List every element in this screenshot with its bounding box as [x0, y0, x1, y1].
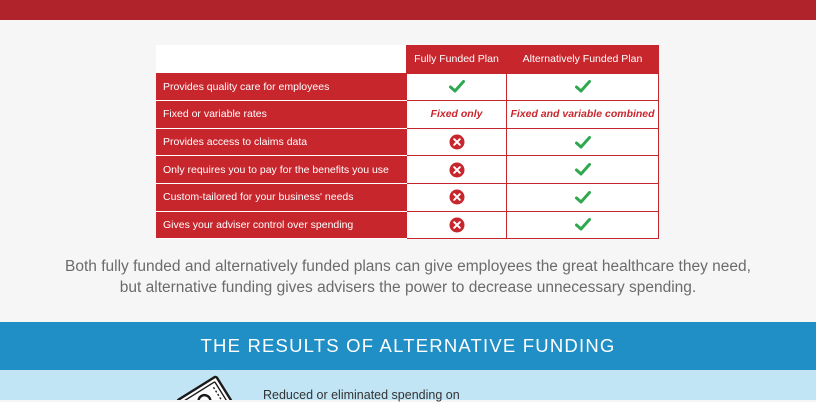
x-circle-icon [449, 217, 465, 233]
alt-rate-text: Fixed and variable combined [507, 101, 659, 129]
x-circle-icon [449, 189, 465, 205]
table-row [157, 183, 659, 211]
section-banner: THE RESULTS OF ALTERNATIVE FUNDING [0, 322, 816, 370]
comparison-table [156, 45, 659, 239]
summary-line-1: Both fully funded and alternatively funded plans can give employees the great healthcare they need, [65, 258, 751, 275]
fully-cell [407, 211, 507, 239]
alt-cell [507, 183, 659, 211]
alt-cell [507, 128, 659, 156]
check-icon [449, 80, 465, 93]
alt-cell [507, 73, 659, 101]
header-fully-funded: Fully Funded Plan [407, 46, 507, 74]
row-label: Only requires you to pay for the benefits you use [157, 156, 407, 184]
table-row [157, 156, 659, 184]
table-row [157, 128, 659, 156]
check-icon [575, 136, 591, 149]
row-label: Custom-tailored for your business' needs [157, 183, 407, 211]
table-row [157, 211, 659, 239]
table-header-row [157, 46, 659, 74]
x-circle-icon [449, 134, 465, 150]
header-alternatively-funded: Alternatively Funded Plan [507, 46, 659, 74]
alt-cell [507, 211, 659, 239]
fully-cell [407, 73, 507, 101]
row-label: Provides quality care for employees [157, 73, 407, 101]
table-corner [157, 46, 407, 74]
summary-paragraph [0, 256, 816, 298]
x-circle-icon [449, 162, 465, 178]
top-band [0, 0, 816, 20]
fully-cell [407, 156, 507, 184]
money-bill-icon [174, 372, 236, 400]
fully-rate-text: Fixed only [407, 101, 507, 129]
alt-cell [507, 156, 659, 184]
row-label: Gives your adviser control over spending [157, 211, 407, 239]
table-row [157, 101, 659, 129]
check-icon [575, 191, 591, 204]
fully-cell [407, 183, 507, 211]
summary-line-2: but alternative funding gives advisers the power to decrease unnecessary spending. [119, 279, 697, 296]
result-item-text: Reduced or eliminated spending on [263, 388, 460, 402]
check-icon [575, 218, 591, 231]
row-label: Provides access to claims data [157, 128, 407, 156]
check-icon [575, 163, 591, 176]
table-row [157, 73, 659, 101]
check-icon [575, 80, 591, 93]
row-label: Fixed or variable rates [157, 101, 407, 129]
fully-cell [407, 128, 507, 156]
